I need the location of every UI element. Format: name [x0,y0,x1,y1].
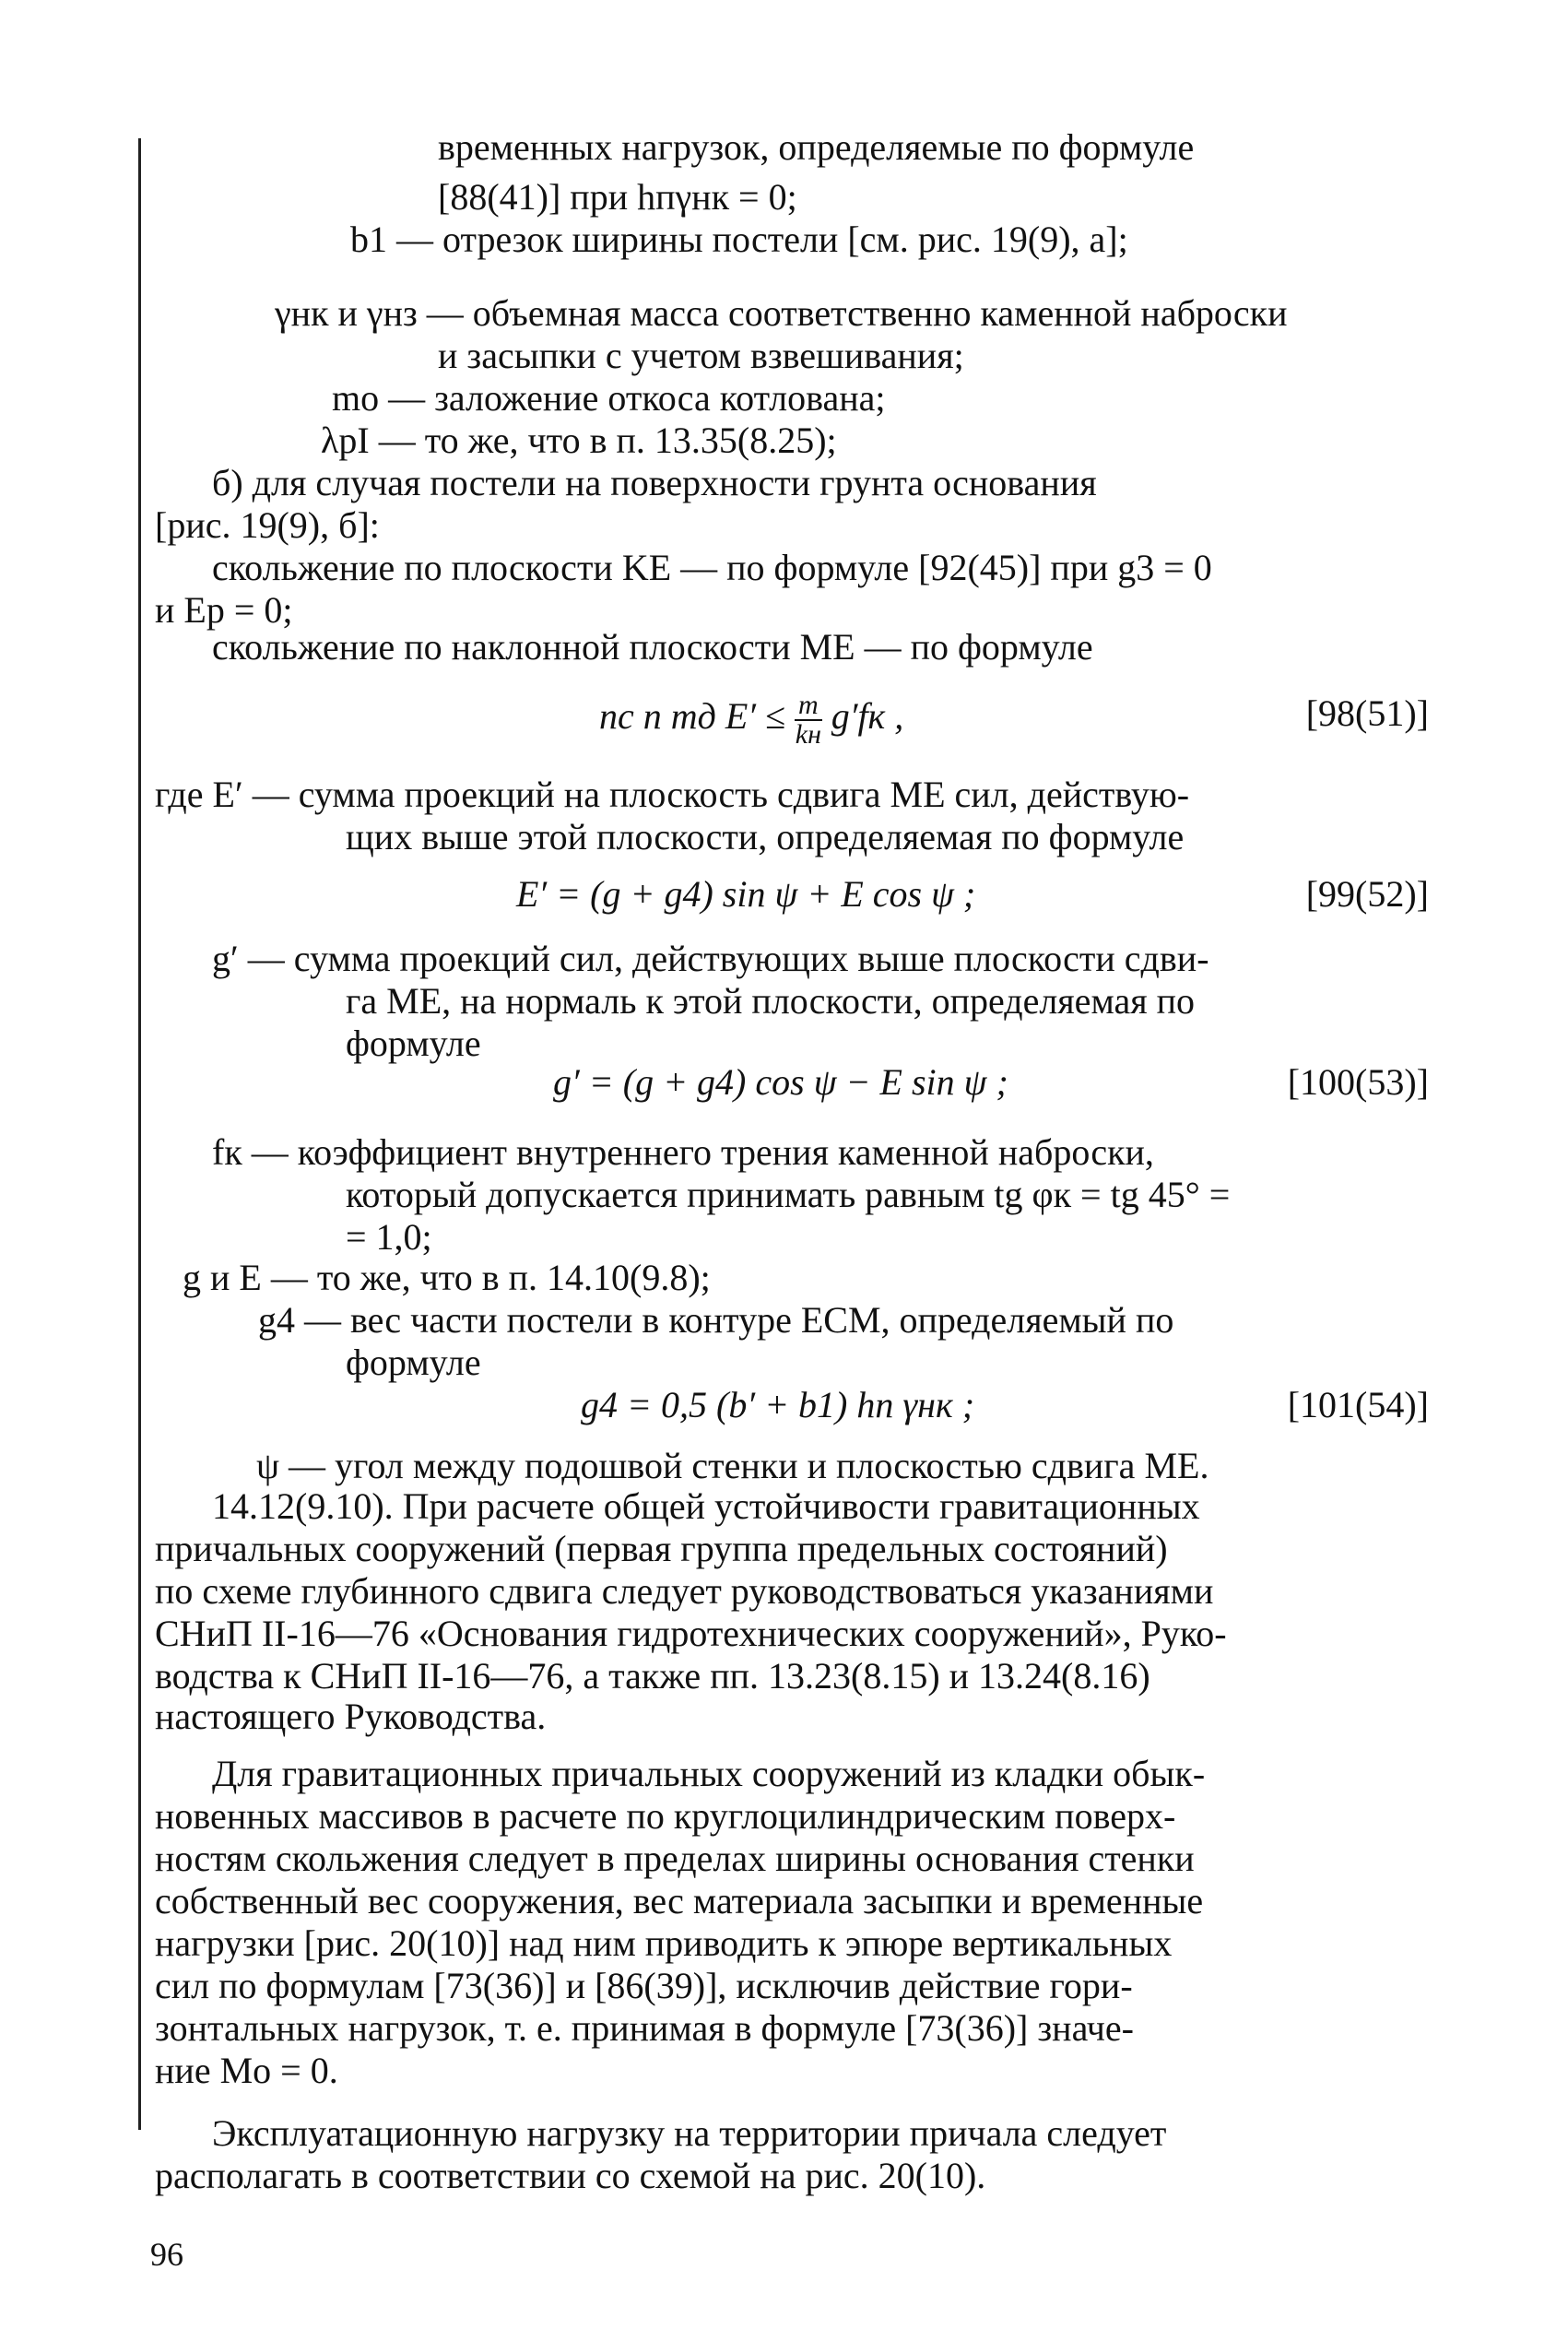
text-line: = 1,0; [346,1216,432,1258]
text-line: γнк и γнз — объемная масса соответственно каменной наброски [275,292,1288,334]
text-line: λрI — то же, что в п. 13.35(8.25); [321,420,837,461]
equation-101-54: g4 = 0,5 (b′ + b1) hп γнк ; [581,1384,975,1425]
equation-98-51: nс n mд E′ ≤ $\frac{m}{kн}$ g′fк , [599,690,904,750]
text-line: Для гравитационных причальных сооружений из кладки обык- [212,1753,1206,1794]
text-line: формуле [346,1342,481,1383]
equation-99-52: E′ = (g + g4) sin ψ + E cos ψ ; [516,873,976,915]
text-line: га ME, на нормаль к этой плоскости, определяемая по [346,980,1196,1022]
text-line: [88(41)] при hпγнк = 0; [438,176,797,218]
text-line: g4 — вес части постели в контуре ECM, определяемый по [258,1299,1174,1341]
text-line: fк — коэффициент внутреннего трения каменной наброски, [212,1131,1154,1173]
text-line: новенных массивов в расчете по круглоцилиндрическим поверх- [155,1795,1176,1837]
text-line: зонтальных нагрузок, т. е. принимая в формуле [73(36)] значе- [155,2007,1134,2049]
text-line: ние Mо = 0. [155,2050,338,2091]
text-line: 14.12(9.10). При расчете общей устойчивости гравитационных [212,1485,1200,1527]
text-line: mо — заложение откоса котлована; [332,377,886,419]
text-line: нагрузки [рис. 20(10)] над ним приводить к эпюре вертикальных [155,1922,1173,1964]
equation-number: [101(54)] [1287,1384,1429,1425]
text-line: по схеме глубинного сдвига следует руководствоваться указаниями [155,1570,1214,1612]
text-line: Эксплуатационную нагрузку на территории причала следует [212,2112,1167,2154]
equation-number: [100(53)] [1287,1061,1429,1103]
text-line: формуле [346,1023,481,1064]
fraction: $\frac{m}{kн}$ [795,690,821,750]
text-line: g′ — сумма проекций сил, действующих выше плоскости сдви- [212,938,1209,979]
text-line: скольжение по наклонной плоскости ME — по формуле [212,626,1093,668]
text-line: временных нагрузок, определяемые по формуле [438,126,1195,168]
text-line: СНиП II-16—76 «Основания гидротехнических сооружений», Руко- [155,1613,1227,1654]
text-line: б) для случая постели на поверхности грунта основания [212,462,1097,503]
text-line: скольжение по плоскости KE — по формуле [92(45)] при g3 = 0 [212,547,1212,588]
text-line: щих выше этой плоскости, определяемая по формуле [346,816,1185,857]
equation-number: [99(52)] [1305,873,1429,915]
text-line: и засыпки с учетом взвешивания; [438,335,964,376]
margin-rule [138,138,141,2130]
equation-100-53: g′ = (g + g4) cos ψ − E sin ψ ; [553,1061,1008,1103]
text-line: ностям скольжения следует в пределах ширины основания стенки [155,1838,1195,1879]
text-line: водства к СНиП II-16—76, а также пп. 13.23(8.15) и 13.24(8.16) [155,1655,1150,1697]
text-line: и Ep = 0; [155,589,293,631]
text-line: g и E — то же, что в п. 14.10(9.8); [183,1257,711,1298]
text-line: собственный вес сооружения, вес материала засыпки и временные [155,1880,1204,1921]
equation-number: [98(51)] [1305,692,1429,734]
page-number: 96 [150,2236,183,2273]
text-line: сил по формулам [73(36)] и [86(39)], исключив действие гори- [155,1965,1133,2006]
text-line: [рис. 19(9), б]: [155,504,380,546]
text-line: настоящего Руководства. [155,1696,547,1737]
text-line: b1 — отрезок ширины постели [см. рис. 19(9), а]; [350,219,1128,260]
text-line: причальных сооружений (первая группа предельных состояний) [155,1528,1168,1569]
text-line: располагать в соответствии со схемой на рис. 20(10). [155,2155,986,2196]
text-line: ψ — угол между подошвой стенки и плоскостью сдвига ME. [256,1445,1209,1486]
text-line: где E′ — сумма проекций на плоскость сдвига ME сил, действую- [155,774,1190,815]
text-line: который допускается принимать равным tg φк = tg 45° = [346,1174,1231,1215]
